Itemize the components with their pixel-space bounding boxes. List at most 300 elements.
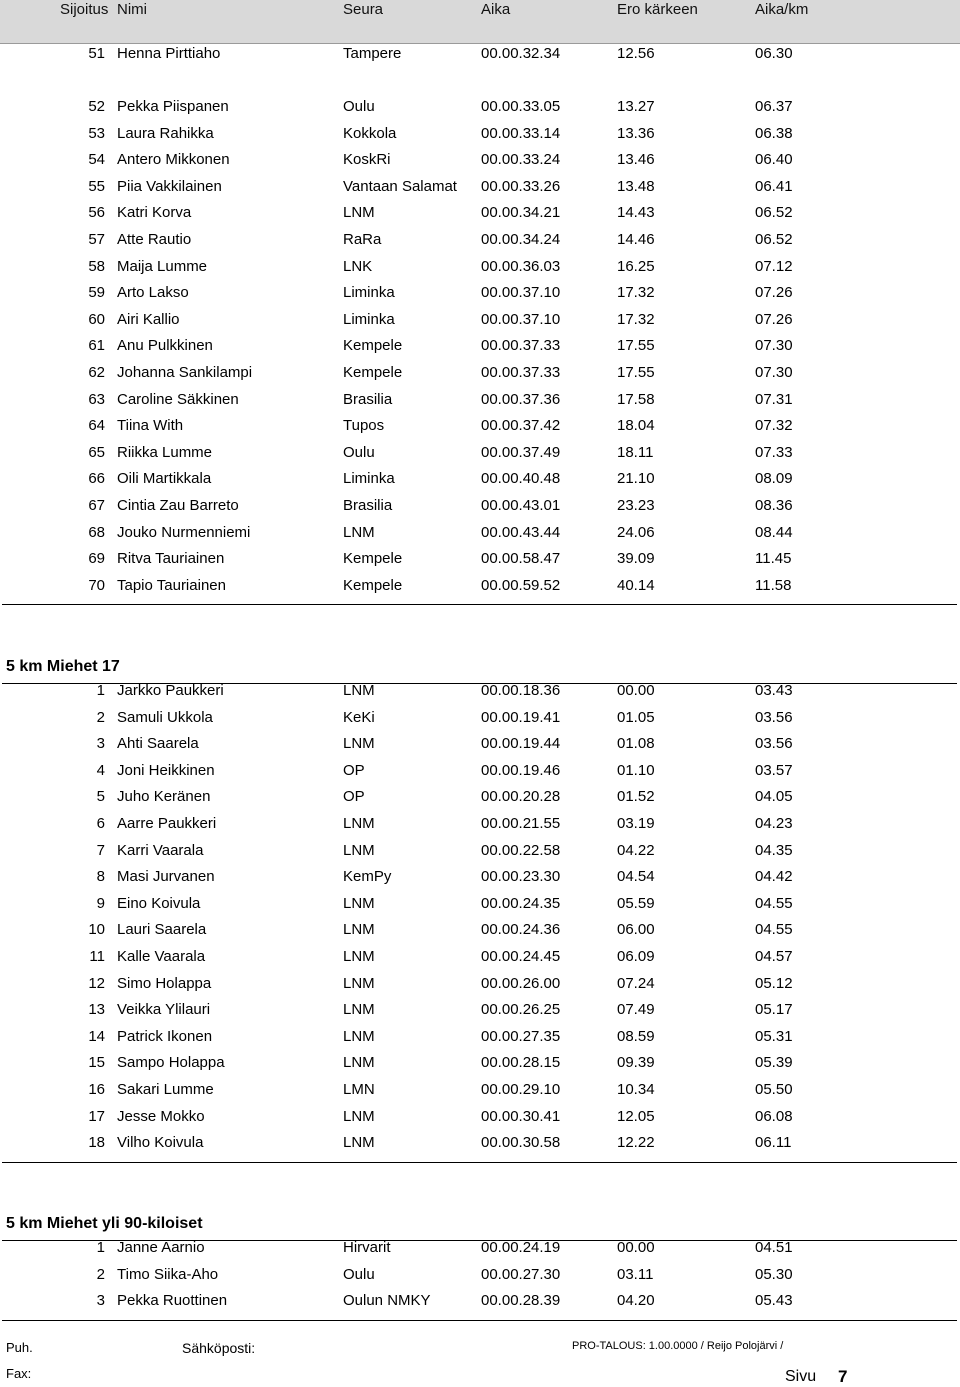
result-row — [0, 1264, 960, 1286]
time-cell: 00.00.37.36 — [481, 390, 561, 408]
gap-cell: 12.56 — [617, 45, 655, 62]
name-cell: Oili Martikkala — [117, 470, 212, 488]
position-cell: 13 — [88, 1001, 105, 1019]
header-pace: Aika/km — [755, 1, 809, 18]
time-cell: 00.00.33.24 — [481, 151, 561, 169]
name-cell: Caroline Säkkinen — [117, 390, 239, 408]
result-row — [0, 149, 960, 171]
name-cell: Antero Mikkonen — [117, 151, 230, 169]
gap-cell: 12.05 — [617, 1107, 655, 1125]
club-cell: Vantaan Salamat — [343, 177, 457, 195]
time-cell: 00.00.59.52 — [481, 576, 561, 594]
time-cell: 00.00.18.36 — [481, 682, 561, 699]
pace-cell: 06.38 — [755, 124, 793, 142]
result-row — [0, 282, 960, 304]
time-cell: 00.00.19.46 — [481, 761, 561, 779]
result-row — [0, 176, 960, 198]
pace-cell: 03.56 — [755, 708, 793, 726]
gap-cell: 01.08 — [617, 735, 655, 753]
pace-cell: 06.40 — [755, 151, 793, 169]
club-cell: LNM — [343, 1107, 375, 1125]
position-cell: 16 — [88, 1081, 105, 1098]
section-end-rule — [2, 1320, 957, 1321]
name-cell: Sampo Holappa — [117, 1054, 225, 1072]
name-cell: Karri Vaarala — [117, 841, 204, 859]
result-row — [0, 522, 960, 544]
time-cell: 00.00.37.33 — [481, 364, 561, 381]
result-row — [0, 946, 960, 968]
name-cell: Ahti Saarela — [117, 735, 199, 753]
name-cell: Tapio Tauriainen — [117, 576, 226, 594]
position-cell: 3 — [96, 1292, 105, 1310]
gap-cell: 17.55 — [617, 337, 655, 355]
pace-cell: 04.23 — [755, 815, 793, 832]
club-cell: LNM — [343, 921, 375, 939]
position-cell: 1 — [96, 682, 105, 699]
page-footer — [0, 1340, 960, 1386]
time-cell: 00.00.34.24 — [481, 231, 561, 248]
gap-cell: 17.55 — [617, 364, 655, 381]
column-header-bar — [0, 0, 960, 44]
gap-cell: 18.04 — [617, 417, 655, 435]
time-cell: 00.00.28.15 — [481, 1054, 561, 1072]
result-row — [0, 1026, 960, 1048]
club-cell: Brasilia — [343, 390, 393, 408]
result-row — [0, 123, 960, 145]
time-cell: 00.00.37.33 — [481, 337, 561, 355]
section-title: 5 km Miehet 17 — [6, 658, 120, 675]
time-cell: 00.00.24.36 — [481, 921, 561, 939]
time-cell: 00.00.24.45 — [481, 948, 561, 965]
header-time: Aika — [481, 1, 511, 18]
club-cell: LMN — [343, 1081, 375, 1098]
result-row — [0, 786, 960, 808]
pace-cell: 08.44 — [755, 523, 793, 541]
club-cell: Oulu — [343, 98, 375, 115]
name-cell: Maija Lumme — [117, 257, 208, 275]
gap-cell: 08.59 — [617, 1027, 655, 1045]
gap-cell: 03.11 — [617, 1265, 654, 1283]
pace-cell: 07.33 — [755, 443, 793, 461]
time-cell: 00.00.29.10 — [481, 1081, 561, 1098]
pace-cell: 08.36 — [755, 497, 793, 514]
name-cell: Johanna Sankilampi — [117, 364, 253, 381]
pace-cell: 06.37 — [755, 98, 793, 115]
pace-cell: 06.52 — [755, 231, 793, 248]
club-cell: Kempele — [343, 550, 403, 568]
result-row — [0, 309, 960, 331]
gap-cell: 14.43 — [617, 204, 655, 222]
position-cell: 67 — [88, 497, 105, 514]
club-cell: LNM — [343, 1027, 375, 1045]
name-cell: Jouko Nurmenniemi — [117, 523, 251, 541]
pace-cell: 04.51 — [755, 1239, 793, 1256]
result-row — [0, 999, 960, 1021]
gap-cell: 13.36 — [617, 124, 655, 142]
time-cell: 00.00.26.25 — [481, 1001, 561, 1019]
club-cell: Kempele — [343, 364, 403, 381]
name-cell: Pekka Piispanen — [117, 98, 229, 115]
result-row — [0, 548, 960, 570]
club-cell: LNM — [343, 682, 375, 699]
name-cell: Patrick Ikonen — [117, 1027, 213, 1045]
club-cell: LNK — [343, 257, 373, 275]
club-cell: Brasilia — [343, 497, 393, 514]
name-cell: Piia Vakkilainen — [117, 177, 222, 195]
position-cell: 57 — [88, 231, 105, 248]
name-cell: Riikka Lumme — [117, 443, 213, 461]
position-cell: 61 — [88, 337, 105, 355]
time-cell: 00.00.24.35 — [481, 894, 561, 912]
name-cell: Atte Rautio — [117, 231, 192, 248]
time-cell: 00.00.22.58 — [481, 841, 561, 859]
gap-cell: 07.24 — [617, 974, 655, 992]
pace-cell: 05.39 — [755, 1054, 793, 1072]
position-cell: 9 — [96, 894, 105, 912]
pace-cell: 06.41 — [755, 177, 793, 195]
gap-cell: 04.20 — [617, 1292, 655, 1310]
gap-cell: 01.10 — [617, 761, 655, 779]
club-cell: Oulun NMKY — [343, 1292, 431, 1310]
position-cell: 7 — [96, 841, 105, 859]
result-row — [0, 256, 960, 278]
pace-cell: 06.08 — [755, 1107, 793, 1125]
time-cell: 00.00.43.01 — [481, 497, 561, 514]
result-row — [0, 442, 960, 464]
pace-cell: 04.55 — [755, 921, 793, 939]
pace-cell: 06.52 — [755, 204, 793, 222]
gap-cell: 05.59 — [617, 894, 655, 912]
time-cell: 00.00.40.48 — [481, 470, 561, 488]
pace-cell: 11.45 — [755, 550, 792, 568]
gap-cell: 01.52 — [617, 788, 655, 806]
result-row — [0, 389, 960, 411]
club-cell: OP — [343, 761, 365, 779]
name-cell: Henna Pirttiaho — [117, 45, 221, 62]
club-cell: RaRa — [343, 231, 382, 248]
position-cell: 11 — [89, 948, 105, 965]
time-cell: 00.00.33.26 — [481, 177, 561, 195]
position-cell: 2 — [96, 708, 105, 726]
gap-cell: 03.19 — [617, 815, 655, 832]
header-gap: Ero kärkeen — [617, 1, 698, 18]
club-cell: LNM — [343, 523, 375, 541]
gap-cell: 04.22 — [617, 841, 655, 859]
position-cell: 4 — [96, 761, 105, 779]
gap-cell: 12.22 — [617, 1134, 655, 1152]
section-title: 5 km Miehet yli 90-kiloiset — [6, 1215, 203, 1232]
gap-cell: 09.39 — [617, 1054, 655, 1072]
name-cell: Samuli Ukkola — [117, 708, 213, 726]
name-cell: Eino Koivula — [117, 894, 201, 912]
position-cell: 8 — [96, 868, 105, 886]
name-cell: Joni Heikkinen — [117, 761, 215, 779]
gap-cell: 40.14 — [617, 576, 655, 594]
result-row — [0, 1079, 960, 1101]
gap-cell: 18.11 — [617, 443, 654, 461]
position-cell: 66 — [88, 470, 105, 488]
name-cell: Katri Korva — [117, 204, 192, 222]
position-cell: 12 — [88, 974, 105, 992]
result-row — [0, 468, 960, 490]
gap-cell: 01.05 — [617, 708, 655, 726]
pace-cell: 04.05 — [755, 788, 793, 806]
pace-cell: 07.26 — [755, 310, 793, 328]
gap-cell: 17.32 — [617, 310, 655, 328]
pace-cell: 07.32 — [755, 417, 793, 435]
position-cell: 15 — [88, 1054, 105, 1072]
position-cell: 58 — [88, 257, 105, 275]
result-row — [0, 415, 960, 437]
pace-cell: 05.31 — [755, 1027, 793, 1045]
name-cell: Lauri Saarela — [117, 921, 207, 939]
name-cell: Masi Jurvanen — [117, 868, 215, 886]
position-cell: 59 — [88, 284, 105, 302]
gap-cell: 00.00 — [617, 1239, 655, 1256]
position-cell: 68 — [88, 523, 105, 541]
name-cell: Juho Keränen — [117, 788, 211, 806]
gap-cell: 10.34 — [617, 1081, 655, 1098]
result-row — [0, 840, 960, 862]
pace-cell: 11.58 — [755, 576, 792, 594]
name-cell: Laura Rahikka — [117, 124, 214, 142]
result-row — [0, 893, 960, 915]
time-cell: 00.00.36.03 — [481, 257, 561, 275]
position-cell: 6 — [96, 815, 105, 832]
time-cell: 00.00.23.30 — [481, 868, 561, 886]
result-row — [0, 575, 960, 597]
name-cell: Vilho Koivula — [117, 1134, 204, 1152]
gap-cell: 21.10 — [617, 470, 655, 488]
gap-cell: 06.00 — [617, 921, 655, 939]
club-cell: LNM — [343, 815, 375, 832]
club-cell: Tupos — [343, 417, 385, 435]
result-row — [0, 335, 960, 357]
club-cell: Oulu — [343, 443, 375, 461]
pace-cell: 04.57 — [755, 948, 793, 965]
name-cell: Jarkko Paukkeri — [117, 682, 224, 699]
position-cell: 1 — [96, 1239, 105, 1256]
pace-cell: 05.17 — [755, 1001, 793, 1019]
section-end-rule — [2, 604, 957, 605]
time-cell: 00.00.32.34 — [481, 45, 561, 62]
footer-phone-label: Puh. — [6, 1340, 33, 1355]
position-cell: 51 — [88, 45, 105, 62]
result-row — [0, 733, 960, 755]
result-row — [0, 362, 960, 384]
time-cell: 00.00.37.42 — [481, 417, 561, 435]
gap-cell: 23.23 — [617, 497, 655, 514]
page-label: Sivu — [785, 1368, 817, 1385]
result-row — [0, 1106, 960, 1128]
club-cell: Kempele — [343, 576, 403, 594]
result-row — [0, 1052, 960, 1074]
club-cell: LNM — [343, 1001, 375, 1019]
pace-cell: 04.35 — [755, 841, 793, 859]
header-position: Sijoitus — [60, 1, 109, 18]
time-cell: 00.00.27.30 — [481, 1265, 561, 1283]
position-cell: 60 — [88, 310, 105, 328]
club-cell: Kempele — [343, 337, 403, 355]
pace-cell: 04.42 — [755, 868, 793, 886]
position-cell: 3 — [96, 735, 105, 753]
gap-cell: 13.27 — [617, 98, 655, 115]
result-row — [0, 707, 960, 729]
time-cell: 00.00.19.44 — [481, 735, 561, 753]
position-cell: 65 — [88, 443, 105, 461]
gap-cell: 06.09 — [617, 948, 655, 965]
time-cell: 00.00.37.49 — [481, 443, 561, 461]
position-cell: 56 — [88, 204, 105, 222]
pace-cell: 05.50 — [755, 1081, 793, 1098]
position-cell: 54 — [88, 151, 105, 169]
name-cell: Sakari Lumme — [117, 1081, 214, 1098]
name-cell: Kalle Vaarala — [117, 948, 206, 965]
name-cell: Airi Kallio — [117, 310, 180, 328]
result-row — [0, 1290, 960, 1312]
result-row — [0, 813, 960, 835]
position-cell: 14 — [88, 1027, 105, 1045]
club-cell: LNM — [343, 974, 375, 992]
pace-cell: 03.57 — [755, 761, 793, 779]
club-cell: LNM — [343, 841, 375, 859]
club-cell: KoskRi — [343, 151, 391, 169]
club-cell: Liminka — [343, 310, 395, 328]
section-end-rule — [2, 1162, 957, 1163]
position-cell: 17 — [88, 1107, 105, 1125]
club-cell: LNM — [343, 894, 375, 912]
gap-cell: 17.58 — [617, 390, 655, 408]
name-cell: Simo Holappa — [117, 974, 212, 992]
club-cell: LNM — [343, 948, 375, 965]
result-row — [0, 680, 960, 702]
name-cell: Aarre Paukkeri — [117, 815, 217, 832]
pace-cell: 05.43 — [755, 1292, 793, 1310]
gap-cell: 24.06 — [617, 523, 655, 541]
position-cell: 55 — [88, 177, 105, 195]
result-row — [0, 866, 960, 888]
time-cell: 00.00.33.05 — [481, 98, 561, 115]
position-cell: 53 — [88, 124, 105, 142]
club-cell: KemPy — [343, 868, 392, 886]
time-cell: 00.00.34.21 — [481, 204, 561, 222]
time-cell: 00.00.43.44 — [481, 523, 561, 541]
time-cell: 00.00.21.55 — [481, 815, 561, 832]
club-cell: Oulu — [343, 1265, 375, 1283]
club-cell: Tampere — [343, 45, 402, 62]
pace-cell: 07.30 — [755, 337, 793, 355]
name-cell: Arto Lakso — [117, 284, 189, 302]
club-cell: Liminka — [343, 470, 395, 488]
time-cell: 00.00.24.19 — [481, 1239, 561, 1256]
result-row — [0, 1132, 960, 1154]
page-number: 7 — [838, 1367, 848, 1386]
time-cell: 00.00.30.41 — [481, 1107, 561, 1125]
position-cell: 63 — [88, 390, 105, 408]
time-cell: 00.00.28.39 — [481, 1292, 561, 1310]
name-cell: Janne Aarnio — [117, 1239, 205, 1256]
pace-cell: 08.09 — [755, 470, 793, 488]
club-cell: Liminka — [343, 284, 395, 302]
result-row — [0, 43, 960, 65]
pace-cell: 06.11 — [755, 1134, 792, 1152]
footer-email-label: Sähköposti: — [182, 1340, 256, 1356]
result-row — [0, 1237, 960, 1259]
club-cell: Hirvarit — [343, 1239, 391, 1256]
club-cell: KeKi — [343, 708, 375, 726]
position-cell: 64 — [88, 417, 105, 435]
club-cell: LNM — [343, 204, 375, 222]
result-row — [0, 96, 960, 118]
gap-cell: 17.32 — [617, 284, 655, 302]
name-cell: Tiina With — [117, 417, 184, 435]
club-cell: LNM — [343, 735, 375, 753]
result-row — [0, 495, 960, 517]
pace-cell: 07.12 — [755, 257, 793, 275]
name-cell: Pekka Ruottinen — [117, 1292, 228, 1310]
pace-cell: 04.55 — [755, 894, 793, 912]
club-cell: LNM — [343, 1054, 375, 1072]
result-row — [0, 919, 960, 941]
position-cell: 62 — [88, 364, 105, 381]
gap-cell: 13.46 — [617, 151, 655, 169]
result-row — [0, 973, 960, 995]
gap-cell: 07.49 — [617, 1001, 655, 1019]
pace-cell: 07.31 — [755, 390, 793, 408]
time-cell: 00.00.58.47 — [481, 550, 561, 568]
result-row — [0, 760, 960, 782]
position-cell: 69 — [88, 550, 105, 568]
gap-cell: 14.46 — [617, 231, 655, 248]
time-cell: 00.00.20.28 — [481, 788, 561, 806]
name-cell: Veikka Ylilauri — [117, 1001, 211, 1019]
time-cell: 00.00.30.58 — [481, 1134, 561, 1152]
pace-cell: 06.30 — [755, 45, 793, 62]
footer-software-info: PRO-TALOUS: 1.00.0000 / Reijo Polojärvi / — [572, 1340, 784, 1352]
gap-cell: 13.48 — [617, 177, 655, 195]
position-cell: 70 — [88, 576, 105, 594]
pace-cell: 05.12 — [755, 974, 793, 992]
name-cell: Cintia Zau Barreto — [117, 497, 239, 514]
position-cell: 5 — [96, 788, 105, 806]
pace-cell: 07.26 — [755, 284, 793, 302]
name-cell: Ritva Tauriainen — [117, 550, 225, 568]
header-club: Seura — [343, 1, 384, 18]
pace-cell: 03.43 — [755, 682, 793, 699]
name-cell: Jesse Mokko — [117, 1107, 205, 1125]
time-cell: 00.00.26.00 — [481, 974, 561, 992]
position-cell: 52 — [88, 98, 105, 115]
club-cell: Kokkola — [343, 124, 397, 142]
time-cell: 00.00.27.35 — [481, 1027, 561, 1045]
gap-cell: 00.00 — [617, 682, 655, 699]
footer-fax-label: Fax: — [6, 1366, 32, 1381]
club-cell: LNM — [343, 1134, 375, 1152]
header-name: Nimi — [117, 1, 147, 18]
result-row — [0, 202, 960, 224]
gap-cell: 04.54 — [617, 868, 655, 886]
gap-cell: 16.25 — [617, 257, 655, 275]
time-cell: 00.00.37.10 — [481, 310, 561, 328]
pace-cell: 03.56 — [755, 735, 793, 753]
result-row — [0, 229, 960, 251]
club-cell: OP — [343, 788, 365, 806]
time-cell: 00.00.37.10 — [481, 284, 561, 302]
position-cell: 10 — [88, 921, 105, 939]
time-cell: 00.00.33.14 — [481, 124, 561, 142]
time-cell: 00.00.19.41 — [481, 708, 561, 726]
name-cell: Timo Siika-Aho — [117, 1265, 219, 1283]
